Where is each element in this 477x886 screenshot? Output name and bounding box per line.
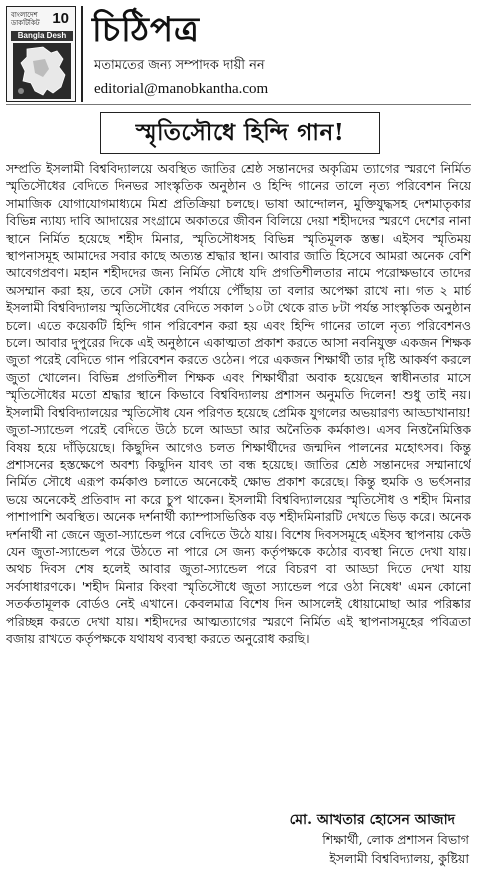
bangladesh-map-icon — [13, 43, 71, 99]
postage-stamp — [6, 6, 76, 102]
signature-block — [290, 810, 469, 868]
article-paragraph: সম্প্রতি ইসলামী বিশ্ববিদ্যালয়ে অবস্থিত জাতির শ্রেষ্ঠ সন্তানদের অকৃত্রিম ত্যাগের স্মরণে নির্মিত স্মৃতিসৌধের বেদিতে দিনভর সাংস্কৃতিক অনুষ্ঠান ও হিন্দি গানের তালে নৃত্য পরিবেশন নিয়ে সামাজিক যোগাযোগমাধ্যমে মিশ্র প্রতিক্রিয়া চলছে। ভাষা আন্দোলন, মুক্তিযুদ্ধসহ দেশমাতৃকার বিভিন্ন ন্যায্য দাবি আদায়ের সংগ্রামে অকাতরে জীবন বিলিয়ে দেয়া শহীদদের স্মরণে দেশের নানা স্থানে নির্মিত হয়েছে শহীদ মিনার, স্মৃতিসৌধসহ বিভিন্ন স্মৃতিমূলক স্তম্ভ। এইসব স্মৃতিময় স্থাপনাসমূহ আমাদের সবার কাছে অত্যন্ত শ্রদ্ধার স্থান। আবার জাতি হিসেবে আমরা অনেক বেশি আবেগপ্রবণ। মহান শহীদদের জন্য নির্মিত সৌধে যদি প্রগতিশীলতার নামে পরোক্ষভাবে তাদের অসম্মান করা হয়, তবে সেটা কোন পর্যায়ে পৌঁছায় তা বলার অপেক্ষা রাখে না। গত ২ মার্চ ইসলামী বিশ্ববিদ্যালয় স্মৃতিসৌধের বেদিতে সকাল ১০টা থেকে রাত ৮টা পর্যন্ত সাংস্কৃতিক অনুষ্ঠান চলে। এতে কয়েকটি হিন্দি গান পরিবেশন করা হয় এবং হিন্দি গানের তালে নৃত্য পরিবেশনও চলে। আবার দুপুরের দিকে এই অনুষ্ঠানে একাত্মতা প্রকাশ করতে আসা নবনিযুক্ত একজন শিক্ষক জুতা পরেই বেদিতে গান পরিবেশন করতে ওঠেন। পরে একজন শিক্ষার্থী তার দৃষ্টি আকর্ষণ করলে জুতা খোলেন। বিভিন্ন প্রগতিশীল শিক্ষক এবং শিক্ষার্থীরা অবাক হয়েছেন স্বাধীনতার মাসে স্মৃতিসৌধের মতো শ্রদ্ধার স্থানে কিভাবে বিশ্ববিদ্যালয় প্রশাসন অনুমতি দিলেন! শুধু তাই নয়। ইসলামী বিশ্ববিদ্যালয়ের স্মৃতিসৌধ যেন পরিণত হয়েছে প্রেমিক যুগলের অভয়ারণ্য আড্ডাখানায়! জুতা-স্যান্ডেল পরেই বেদিতে উঠে চলে আড্ডা আর অনৈতিক কর্মকাণ্ড। এসব নিত্তনৈমিত্তিক বিষয় হয়ে দাঁড়িয়েছে। কিছুদিন আগেও চলত শিক্ষার্থীদের জন্মদিন পালনের মহোৎসব। কিন্তু প্রশাসনের হস্তক্ষেপে অবশ্য কিছুদিন যাবৎ তা বন্ধ হয়েছে। জাতির শ্রেষ্ঠ সন্তানদের সম্মানার্থে নির্মিত সৌধে এরূপ কর্মকাণ্ড চলাতে অনেকেই ক্ষোভ প্রকাশ করেছে। কিন্তু হুমকি ও ভর্ৎসনার ভয়ে অনেকেই প্রতিবাদ না করে চুপ থাকেন। ইসলামী বিশ্ববিদ্যালয়ের স্মৃতিসৌধ ও শহীদ মিনার পাশাপাশি অবস্থিত। অনেক দর্শনার্থী ক্যাম্পাসভিত্তিক বড় শহীদমিনারটি দেখতে ভিড় করে। অনেক দর্শনার্থী না জেনে জুতা-স্যান্ডেল পরে বেদিতে উঠে যায়। বিশেষ দিবসসমূহে এইসব স্থাপনায় কেউ যেন জুতা-স্যান্ডেল পরে উঠতে না পারে সে জন্য কর্তৃপক্ষকে কঠোর ব্যবস্থা নিতে দেখা যায়। অথচ দিবস শেষ হলেই আবার জুতা-স্যান্ডেল পরে বিচরণ বা আড্ডা দিতে দেখা যায় সর্বসাধারণকে। 'শহীদ মিনার কিংবা স্মৃতিসৌধে জুতা স্যান্ডেল পরে ওঠা নিষেধ' এমন কোনো সতর্কতামূলক বোর্ডও নেই এখানে। কেবলমাত্র বিশেষ দিন আসলেই ধোয়ামোছা আর পরিষ্কার পরিচ্ছন্ন করতে দেখা যায়। শহীদদের আত্মত্যাগের স্মরণে নির্মিত এই স্থাপনাসমূহের পবিত্রতা বজায় রাখতে কর্তৃপক্ষকে যথাযথ ব্যবস্থা করতে অনুরোধ করছি। — [6, 161, 471, 646]
article-headline: স্মৃতিসৌধে হিন্দি গান! — [100, 112, 380, 154]
editorial-email: editorial@manobkantha.com — [94, 81, 269, 97]
editor-disclaimer: মতামতের জন্য সম্পাদক দায়ী নন — [94, 58, 265, 73]
header-divider — [81, 6, 83, 102]
letters-header — [6, 6, 471, 106]
author-role: শিক্ষার্থী, লোক প্রশাসন বিভাগ — [322, 832, 469, 847]
author-name: মো. আখতার হোসেন আজাদ — [289, 812, 455, 828]
stamp-script: বাংলাদেশ ডাকটিকিট — [11, 11, 40, 27]
stamp-top — [11, 10, 71, 30]
author-institution: ইসলামী বিশ্ববিদ্যালয়, কুষ্টিয়া — [329, 851, 469, 866]
header-rule — [6, 104, 471, 105]
stamp-value: 10 — [52, 10, 69, 27]
stamp-country: Bangla Desh — [11, 31, 73, 41]
section-title: চিঠিপত্র — [92, 10, 201, 50]
article-body — [6, 160, 471, 805]
